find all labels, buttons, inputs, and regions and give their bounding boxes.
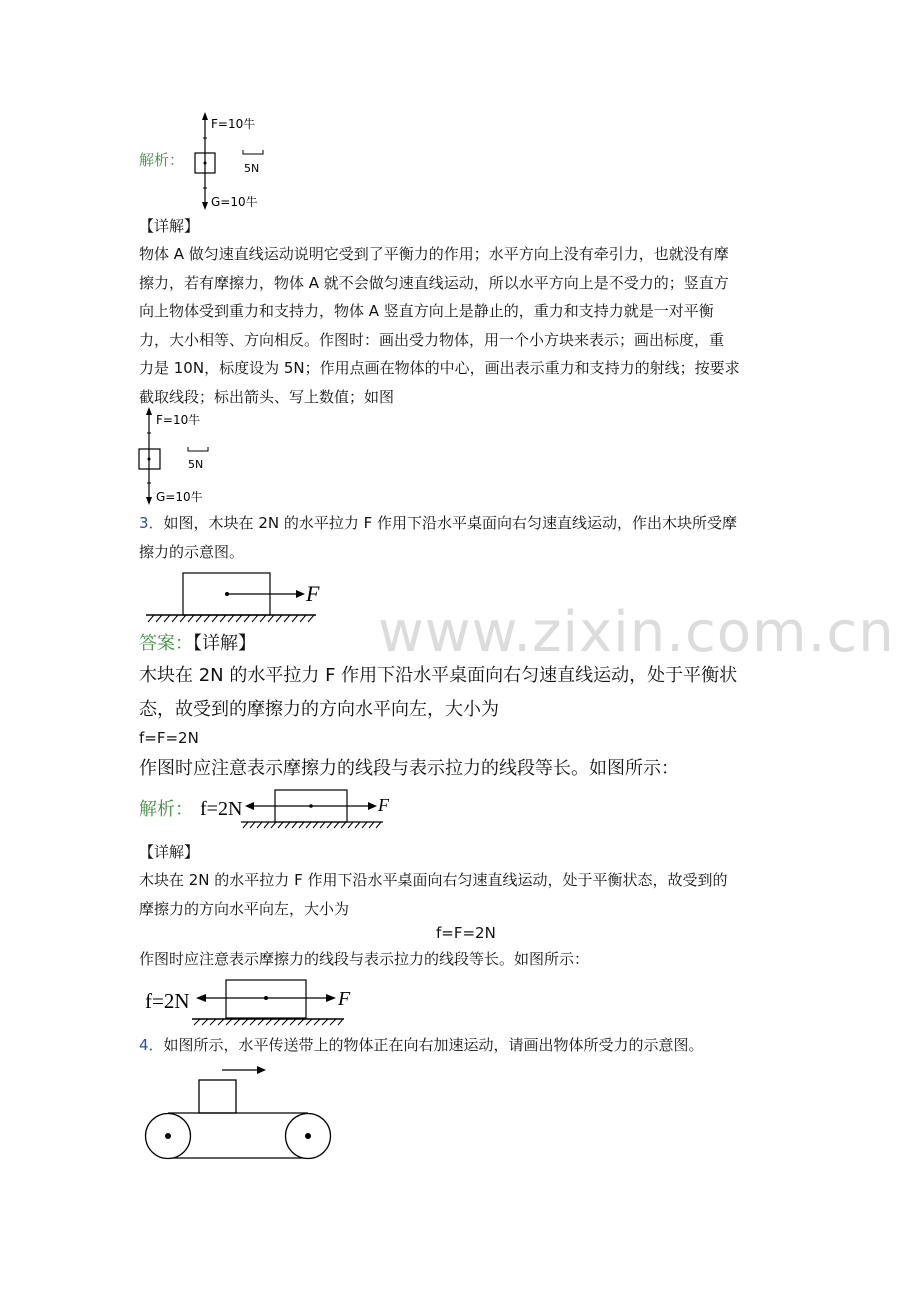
fig-bottom-label: G=10牛: [156, 490, 203, 504]
text-line: 物体 A 做匀速直线运动说明它受到了平衡力的作用；水平方向上没有牵引力，也就没有摩: [139, 245, 729, 263]
text-line: 截取线段；标出箭头、写上数值；如图: [139, 387, 395, 406]
fig-top-label: F=10牛: [156, 413, 201, 427]
q2-detail-text: [139, 240, 799, 411]
detail-formula: f=F=2N: [436, 924, 496, 942]
force-diagram-vertical-1: [180, 110, 280, 212]
text-line: 向上物体受到重力和支持力，物体 A 竖直方向上是静止的，重力和支持力就是一对平衡: [139, 302, 714, 320]
text-line: 木块在 2N 的水平拉力 F 作用下沿水平桌面向右匀速直线运动，处于平衡状: [139, 665, 738, 686]
conveyor-belt-figure: [140, 1060, 340, 1170]
detail-heading: 【详解】: [139, 843, 200, 861]
fig-bottom-label: G=10牛: [211, 195, 258, 209]
answer-last-line: 作图时应注意表示摩擦力的线段与表示拉力的线段等长。如图所示：: [139, 758, 679, 779]
question-number: 4．: [139, 1036, 164, 1054]
text-line: 力是 10N，标度设为 5N；作用点画在物体的中心，画出表示重力和支持力的射线；按要求: [139, 359, 740, 377]
fig-scale-label: 5N: [244, 162, 260, 175]
question-number: 3．: [139, 514, 164, 532]
answer-label: 答案：: [139, 633, 193, 654]
analysis-label: 解析：: [139, 799, 193, 820]
analysis-label: 解析：: [139, 151, 185, 169]
answer-header: [139, 627, 256, 661]
force-F-label: F: [378, 795, 389, 815]
question-text: 擦力的示意图。: [139, 542, 245, 561]
q3-analysis-figure: [195, 784, 405, 832]
q4-question: [139, 1031, 839, 1060]
fig-scale-label: 5N: [188, 458, 204, 471]
force-F-label: F: [338, 988, 351, 1010]
text-line: 力，大小相等、方向相反。作图时：画出受力物体，用一个小方块来表示；画出标度，重: [139, 330, 725, 349]
friction-label: f=2N: [200, 798, 243, 820]
question-text: 如图所示，水平传送带上的物体正在向右加速运动，请画出物体所受力的示意图。: [163, 1036, 704, 1054]
question-text: 如图，木块在 2N 的水平拉力 F 作用下沿水平桌面向右匀速直线运动，作出木块所受摩: [163, 514, 738, 532]
text-line: 木块在 2N 的水平拉力 F 作用下沿水平桌面向右匀速直线运动，处于平衡状态，故受到的: [139, 871, 728, 889]
q3-detail-text: [139, 866, 799, 923]
detail-heading: 【详解】: [139, 217, 200, 235]
q3-detail-figure: [140, 976, 370, 1028]
fig-top-label: F=10牛: [211, 117, 256, 131]
text-line: 摩擦力的方向水平向左，大小为: [139, 899, 350, 918]
text-line: 擦力，若有摩擦力，物体 A 就不会做匀速直线运动，所以水平方向上是不受力的；竖直方: [139, 273, 729, 292]
force-F-label: F: [306, 581, 320, 606]
friction-label: f=2N: [145, 989, 190, 1013]
q3-figure: [140, 566, 340, 624]
answer-text: [139, 659, 819, 727]
answer-formula: f=F=2N: [139, 729, 199, 747]
detail-heading: 【详解】: [193, 633, 256, 654]
q3-question: [139, 509, 799, 566]
detail-last-line: 作图时应注意表示摩擦力的线段与表示拉力的线段等长。如图所示：: [139, 950, 590, 968]
watermark: www.zixin.com.cn: [378, 600, 895, 665]
force-diagram-vertical-2: [128, 405, 228, 507]
text-line: 态，故受到的摩擦力的方向水平向左，大小为: [139, 699, 499, 720]
